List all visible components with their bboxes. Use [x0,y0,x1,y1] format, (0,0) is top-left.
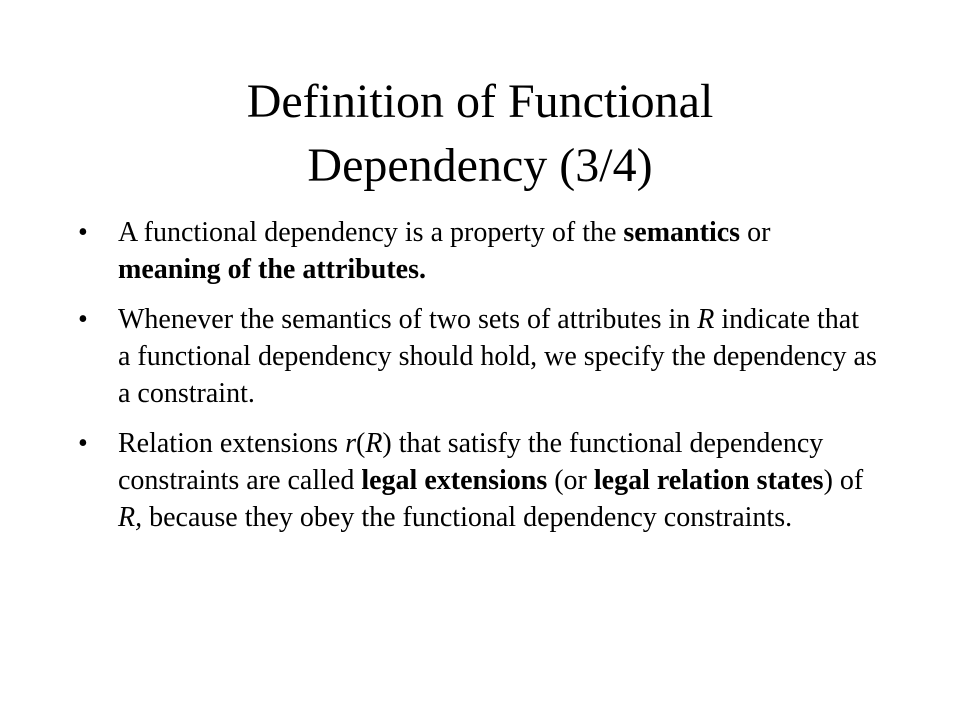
bullet-3-segment: ( [355,428,366,459]
bullet-3-italic-term: R, [118,502,143,533]
bullet-3-segment: ) of [823,465,864,496]
bullet-1-segment: A functional dependency is a property of the [118,217,624,248]
bullet-item-3 [78,425,878,536]
bullet-text-2 [118,304,877,409]
bullet-3-segment: ) that satisfy the functional dependency constraints are called [118,428,824,496]
bullet-item-2 [78,301,878,412]
bullet-3-segment: because they obey the functional dependency constraints. [142,502,793,533]
bullet-item-1 [78,214,878,288]
slide-title [120,70,840,198]
bullet-3-italic-term: R [365,428,383,459]
bullet-3-segment: Relation extensions [118,428,346,459]
bullet-list [78,214,878,549]
bullet-3-italic-term: r [345,428,356,459]
bullet-3-bold-term: legal relation states [593,465,824,496]
slide-title-line-2: Dependency (3/4) [307,139,653,192]
bullet-text-3 [118,428,863,533]
bullet-dot-icon: • [78,304,88,335]
bullet-dot-icon: • [78,217,88,248]
slide-title-line-1: Definition of Functional [246,75,714,128]
bullet-2-segment: Whenever the semantics of two sets of attributes in [118,304,698,335]
bullet-1-bold-term: semantics [623,217,741,248]
bullet-text-1 [118,217,770,285]
bullet-dot-icon: • [78,428,88,459]
bullet-3-segment: (or [547,465,594,496]
bullet-3-bold-term: legal extensions [361,465,548,496]
bullet-2-segment: indicate that a functional dependency should hold, we specify the dependency as a constraint. [118,304,877,409]
bullet-1-bold-term: meaning of the attributes. [118,254,426,285]
bullet-1-segment: or [740,217,771,248]
bullet-2-italic-term: R [697,304,715,335]
